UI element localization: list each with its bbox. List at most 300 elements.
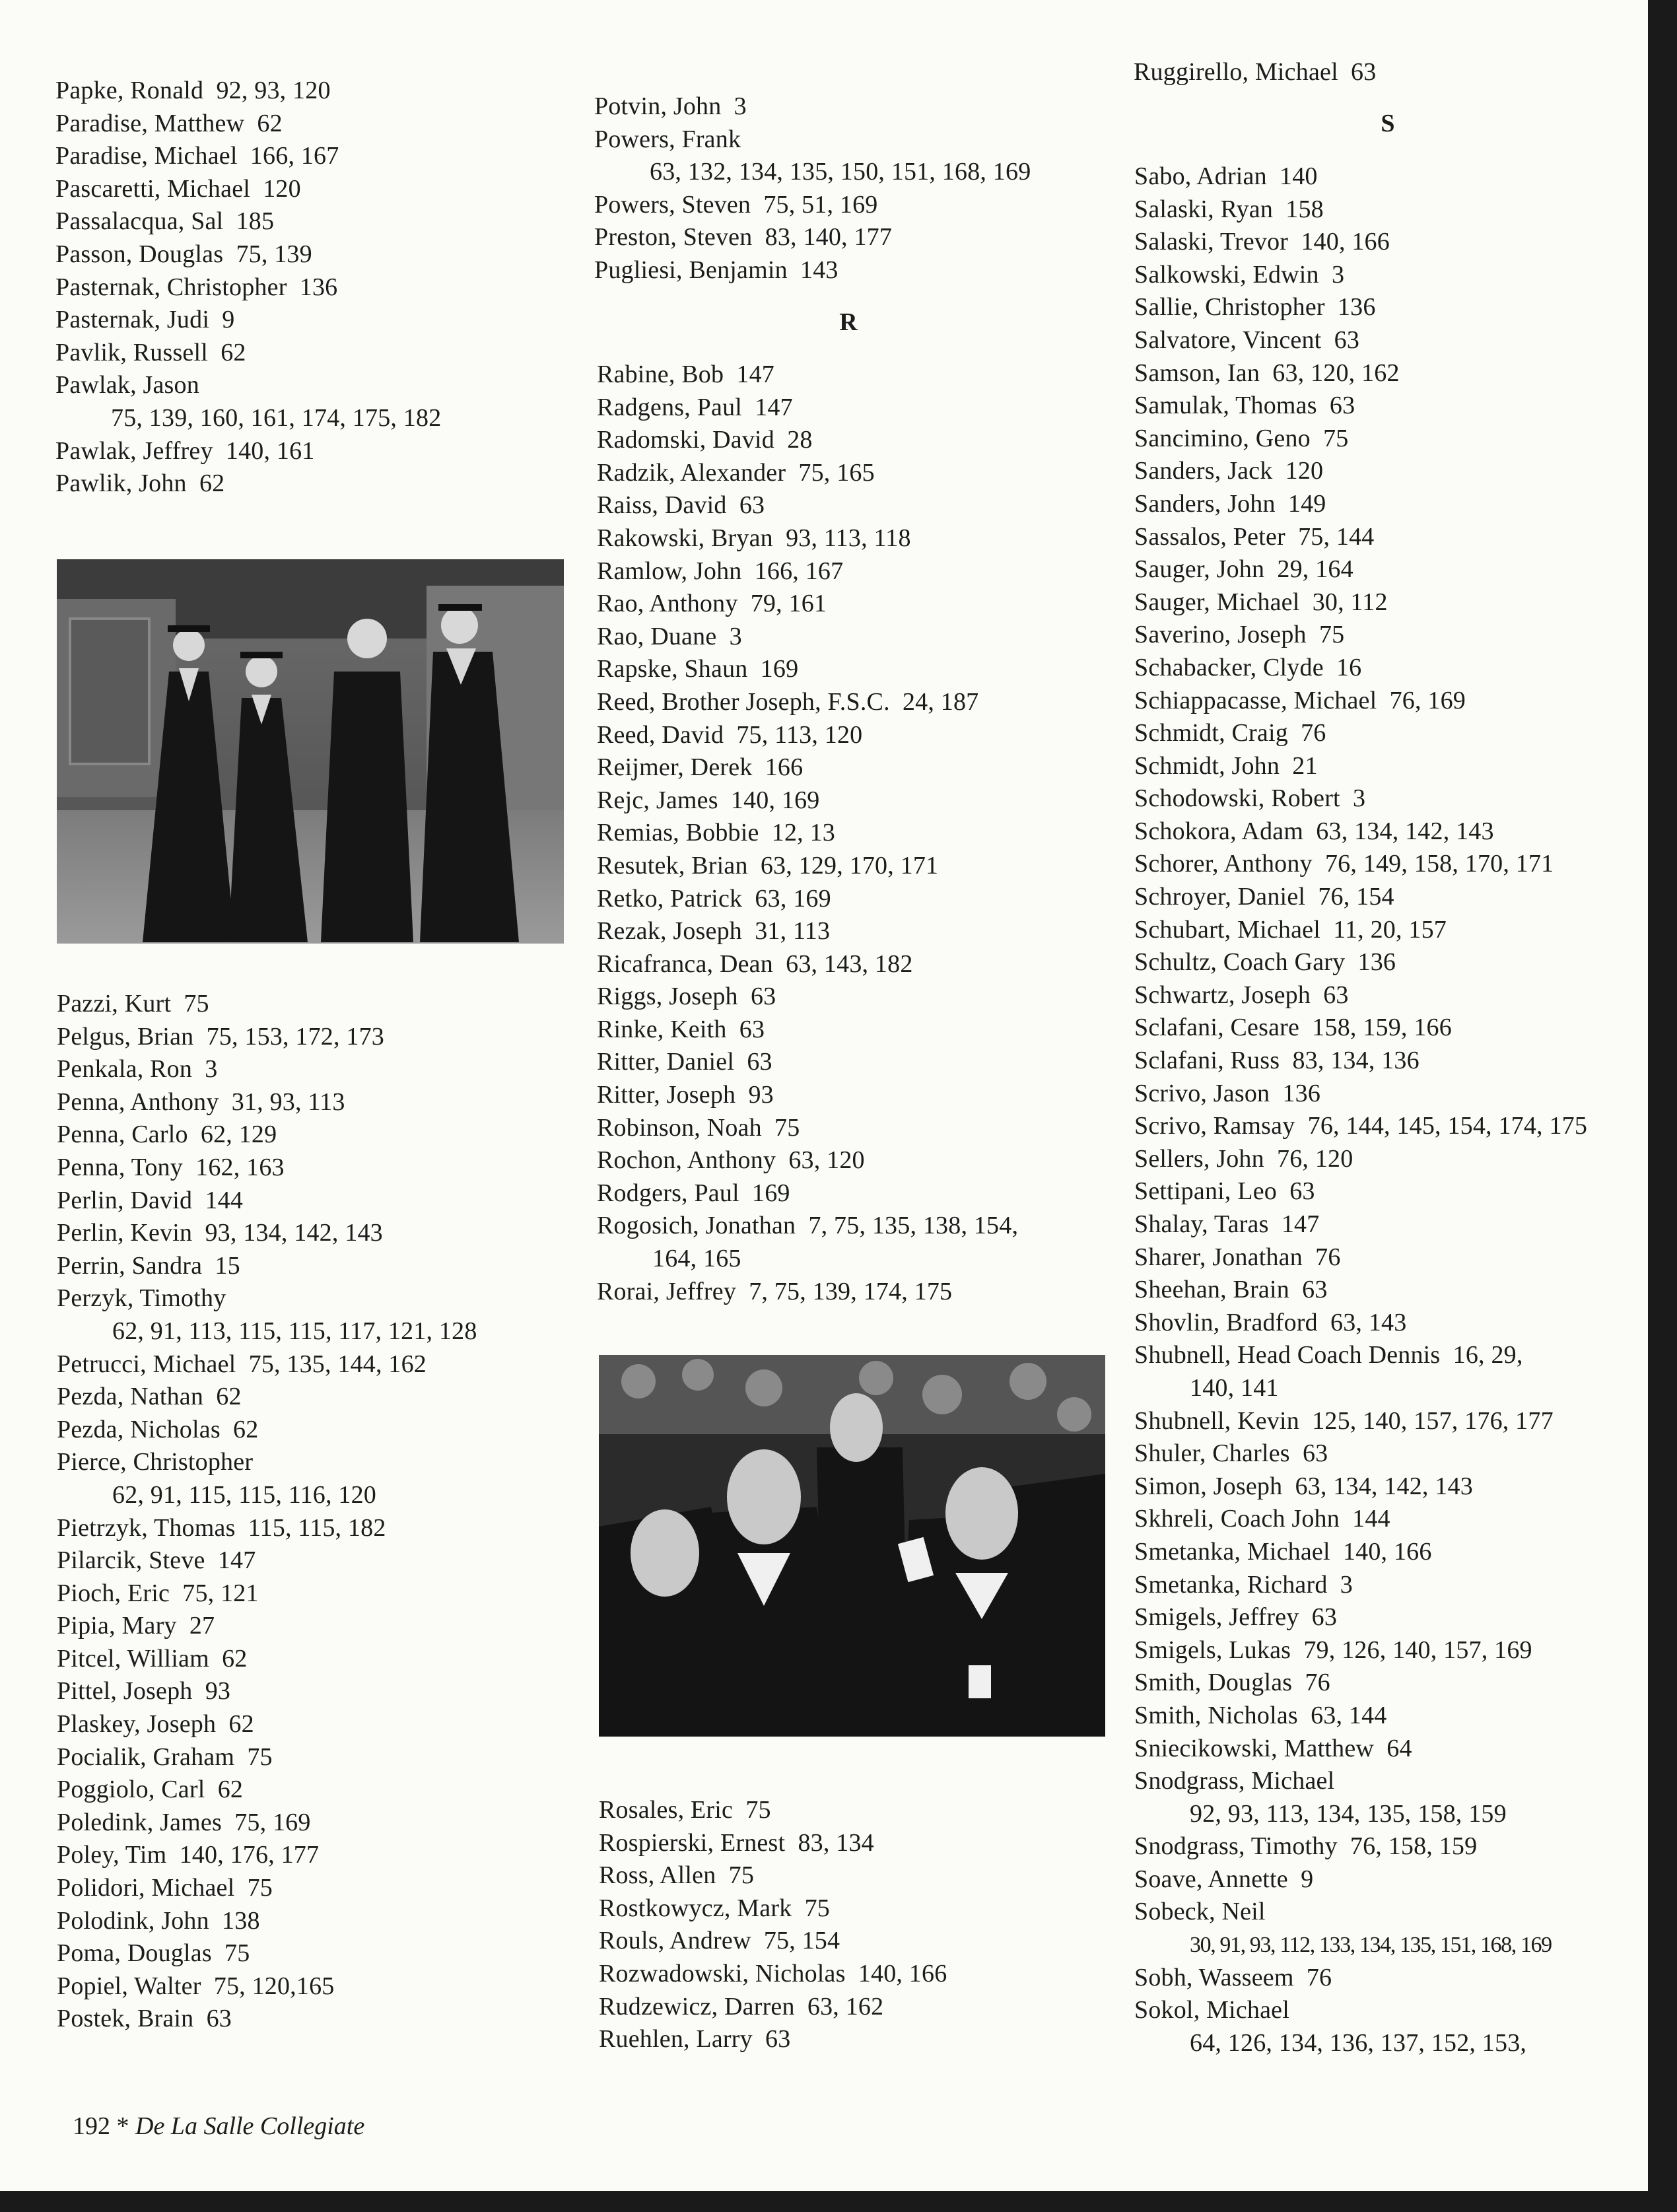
- index-entry: [57, 1872, 477, 1905]
- entry-name: Smith, Douglas: [1134, 1669, 1293, 1697]
- entry-name: Preston, Steven: [594, 223, 753, 252]
- index-entry: [57, 1053, 477, 1086]
- entry-name: Sauger, John: [1134, 555, 1265, 584]
- entry-name: Schmidt, John: [1134, 751, 1280, 780]
- entry-pages: 3: [1331, 260, 1345, 289]
- index-entry: [57, 1544, 477, 1577]
- entry-pages: 147: [1281, 1210, 1320, 1238]
- entry-pages: 185: [236, 207, 275, 236]
- index-entry: [57, 1021, 477, 1054]
- entry-pages: 169: [752, 1179, 790, 1207]
- entry-pages: 166, 167: [754, 557, 844, 585]
- index-column-1-bottom: [57, 988, 477, 2036]
- entry-pages: 9: [1301, 1865, 1314, 1893]
- entry-pages-continued: 64, 126, 134, 136, 137, 152, 153,: [1190, 2028, 1527, 2057]
- entry-pages-continued: 75, 139, 160, 161, 174, 175, 182: [111, 403, 442, 432]
- entry-name: Ramlow, John: [597, 557, 742, 585]
- entry-name: Pitcel, William: [57, 1644, 209, 1673]
- index-entry: [1134, 1339, 1587, 1404]
- entry-name: Sassalos, Peter: [1134, 522, 1285, 551]
- entry-name: Salkowski, Edwin: [1134, 260, 1319, 289]
- entry-pages: 63, 169: [755, 884, 831, 913]
- entry-name: Radgens, Paul: [597, 393, 743, 421]
- index-entry: [1134, 881, 1587, 914]
- entry-name: Pezda, Nathan: [57, 1383, 204, 1411]
- entry-pages: 138: [222, 1906, 260, 1935]
- entry-pages: 147: [736, 361, 774, 388]
- entry-pages: 140, 169: [730, 786, 820, 814]
- entry-name: Rospierski, Ernest: [599, 1828, 786, 1857]
- index-entry: [597, 621, 1018, 654]
- index-column-2-top: [594, 90, 1031, 287]
- entry-pages: 115, 115, 182: [248, 1513, 386, 1542]
- entry-pages: 63, 120: [788, 1146, 865, 1175]
- entry-name: Schultz, Coach Gary: [1134, 948, 1346, 977]
- entry-name: Snodgrass, Timothy: [1134, 1832, 1338, 1861]
- index-entry: [594, 254, 1031, 287]
- entry-pages: 63: [765, 2025, 791, 2054]
- entry-pages: 79, 161: [750, 590, 827, 618]
- entry-name: Retko, Patrick: [597, 884, 743, 913]
- entry-name: Radomski, David: [597, 426, 774, 454]
- entry-name: Reed, David: [597, 720, 724, 749]
- index-entry: [57, 1937, 477, 1970]
- index-entry: [599, 2023, 947, 2056]
- index-entry: [1134, 1078, 1587, 1111]
- entry-name: Samulak, Thomas: [1134, 392, 1317, 420]
- entry-name: Robinson, Noah: [597, 1113, 762, 1142]
- entry-name: Sallie, Christopher: [1134, 293, 1325, 322]
- entry-pages: 63: [1302, 1276, 1328, 1304]
- index-entry: [597, 588, 1018, 621]
- entry-name: Resutek, Brian: [597, 851, 748, 880]
- entry-pages: 12, 13: [771, 819, 835, 847]
- index-entry: [1134, 1175, 1587, 1208]
- index-entry: [597, 883, 1018, 916]
- entry-name: Sclafani, Russ: [1134, 1047, 1280, 1075]
- index-entry: [594, 221, 1031, 254]
- entry-name: Rao, Anthony: [597, 590, 738, 618]
- index-entry: [599, 1925, 947, 1958]
- index-entry: [1134, 1110, 1587, 1143]
- index-entry: [597, 1210, 1018, 1275]
- index-entry: [1134, 1830, 1587, 1863]
- entry-pages: 169: [760, 655, 799, 683]
- index-entry: [57, 988, 477, 1021]
- index-entry: [1134, 553, 1587, 586]
- entry-pages: 162, 163: [195, 1153, 285, 1181]
- entry-name: Rosales, Eric: [599, 1796, 734, 1824]
- index-entry: [1134, 324, 1587, 357]
- entry-pages: 76, 158, 159: [1350, 1832, 1478, 1861]
- entry-pages: 63, 129, 170, 171: [760, 851, 939, 880]
- entry-pages: 93, 113, 118: [786, 524, 911, 552]
- entry-pages: 120: [263, 174, 301, 203]
- index-entry: [1134, 357, 1587, 390]
- entry-pages: 63: [739, 491, 765, 520]
- entry-pages: 3: [734, 92, 747, 120]
- index-column-2-mid: [597, 359, 1018, 1308]
- index-entry: [1134, 160, 1587, 193]
- entry-name: Paradise, Michael: [55, 142, 238, 170]
- entry-name: Sellers, John: [1134, 1144, 1264, 1173]
- index-entry: [597, 981, 1018, 1014]
- entry-name: Sancimino, Geno: [1134, 424, 1311, 452]
- index-column-2-bottom: [599, 1794, 947, 2056]
- entry-pages: 63, 143, 182: [786, 950, 913, 978]
- entry-name: Sclafani, Cesare: [1134, 1014, 1300, 1042]
- index-entry: [599, 1958, 947, 1991]
- entry-pages: 63, 134, 142, 143: [1295, 1472, 1473, 1500]
- entry-name: Pocialik, Graham: [57, 1743, 235, 1771]
- index-entry: [57, 1381, 477, 1414]
- entry-pages: 76: [1306, 1963, 1332, 1991]
- entry-name: Shalay, Taras: [1134, 1210, 1269, 1238]
- entry-name: Schorer, Anthony: [1134, 850, 1313, 878]
- entry-name: Rinke, Keith: [597, 1015, 727, 1043]
- index-entry: [597, 1079, 1018, 1112]
- entry-name: Schodowski, Robert: [1134, 784, 1340, 813]
- entry-pages: 63: [747, 1048, 772, 1076]
- entry-pages: 64: [1386, 1734, 1412, 1762]
- entry-name: Sobeck, Neil: [1134, 1898, 1266, 1926]
- entry-name: Smetanka, Michael: [1134, 1537, 1330, 1566]
- index-entry: [1134, 914, 1587, 947]
- footer-separator: *: [116, 2112, 129, 2140]
- index-entry: [594, 189, 1031, 222]
- entry-name: Pietrzyk, Thomas: [57, 1513, 236, 1542]
- entry-name: Rouls, Andrew: [599, 1927, 751, 1955]
- index-entry: [599, 1991, 947, 2024]
- entry-name: Pavlik, Russell: [55, 338, 209, 366]
- index-entry: [1134, 1307, 1587, 1340]
- entry-pages: 75, 169: [234, 1808, 311, 1836]
- entry-name: Poggiolo, Carl: [57, 1776, 205, 1804]
- entry-name: Pelgus, Brian: [57, 1022, 194, 1051]
- entry-pages: 75: [247, 1743, 273, 1771]
- entry-pages: 16: [1336, 653, 1362, 681]
- index-entry: [57, 1348, 477, 1381]
- entry-name: Postek, Brain: [57, 2005, 194, 2033]
- entry-name: Sheehan, Brain: [1134, 1276, 1289, 1304]
- index-entry: [57, 1839, 477, 1872]
- entry-name: Rao, Duane: [597, 622, 717, 650]
- entry-pages: 75: [728, 1861, 755, 1890]
- entry-name: Reijmer, Derek: [597, 753, 753, 782]
- index-entry: [597, 751, 1018, 784]
- index-entry: [1134, 521, 1587, 554]
- entry-pages: 83, 134: [798, 1828, 874, 1857]
- index-entry: [597, 784, 1018, 817]
- entry-name: Scrivo, Ramsay: [1134, 1112, 1295, 1140]
- entry-pages: 92, 93, 120: [216, 77, 331, 104]
- index-entry: [57, 1905, 477, 1938]
- entry-name: Scrivo, Jason: [1134, 1079, 1270, 1107]
- entry-name: Rodgers, Paul: [597, 1179, 739, 1207]
- entry-pages: 76, 120: [1277, 1144, 1353, 1173]
- entry-pages: 62, 129: [200, 1121, 277, 1149]
- index-entry: [1134, 750, 1587, 783]
- index-entry: [1134, 1569, 1587, 1602]
- entry-name: Rabine, Bob: [597, 361, 724, 388]
- entry-pages: 62: [217, 1776, 244, 1804]
- entry-name: Soave, Annette: [1134, 1865, 1288, 1893]
- entry-name: Schiappacasse, Michael: [1134, 686, 1377, 714]
- index-entry: [57, 1086, 477, 1119]
- entry-pages: 76, 169: [1389, 686, 1466, 714]
- index-entry: [55, 467, 441, 501]
- entry-name: Shubnell, Head Coach Dennis: [1134, 1341, 1441, 1369]
- entry-name: Saverino, Joseph: [1134, 621, 1307, 649]
- entry-pages: 75, 139: [236, 240, 312, 268]
- index-column-3-main: [1134, 160, 1587, 2059]
- entry-name: Pawlak, Jason: [55, 371, 199, 399]
- index-entry: [1134, 259, 1587, 292]
- index-entry: [57, 1152, 477, 1185]
- entry-pages: 158, 159, 166: [1312, 1014, 1452, 1042]
- entry-pages: 93, 134, 142, 143: [205, 1219, 383, 1247]
- entry-pages: 75, 121: [182, 1579, 259, 1607]
- entry-pages: 75, 113, 120: [736, 720, 863, 749]
- entry-pages: 62: [216, 1383, 242, 1411]
- entry-name: Sokol, Michael: [1134, 1996, 1289, 2024]
- entry-name: Poledink, James: [57, 1808, 222, 1836]
- entry-pages: 144: [205, 1186, 244, 1214]
- index-entry: [1134, 226, 1587, 259]
- entry-pages: 136: [1282, 1079, 1321, 1107]
- index-entry: [1134, 1241, 1587, 1274]
- entry-name: Rudzewicz, Darren: [599, 1992, 795, 2021]
- entry-name: Ruehlen, Larry: [599, 2025, 753, 2054]
- entry-pages: 63: [1334, 326, 1360, 354]
- index-column-1-top: [55, 75, 441, 501]
- entry-pages: 75, 135, 144, 162: [248, 1350, 427, 1378]
- entry-pages: 62: [233, 1415, 259, 1443]
- entry-pages: 62: [257, 109, 283, 137]
- index-entry: [594, 90, 1031, 123]
- index-entry: [1134, 619, 1587, 652]
- entry-name: Pilarcik, Steve: [57, 1546, 205, 1575]
- index-entry: [57, 1610, 477, 1643]
- entry-pages-continued: 62, 91, 113, 115, 115, 117, 121, 128: [112, 1317, 477, 1345]
- index-entry: [57, 1217, 477, 1250]
- index-entry: [57, 1577, 477, 1610]
- index-entry: [1134, 1994, 1587, 2059]
- index-entry: [1134, 1667, 1587, 1700]
- index-entry: [597, 489, 1018, 522]
- index-entry: [1134, 1700, 1587, 1733]
- entry-pages: 75: [224, 1939, 250, 1968]
- entry-pages: 158: [1285, 195, 1324, 223]
- entry-name: Schmidt, Craig: [1134, 719, 1288, 747]
- entry-pages: 3: [729, 622, 742, 650]
- index-entry: [57, 1970, 477, 2003]
- entry-name: Petrucci, Michael: [57, 1350, 236, 1378]
- entry-pages: 3: [205, 1055, 218, 1084]
- entry-pages: 63, 120, 162: [1272, 359, 1400, 387]
- index-entry: [1134, 586, 1587, 619]
- index-entry: [597, 392, 1018, 425]
- entry-pages: 30, 112: [1312, 588, 1388, 616]
- entry-name: Radzik, Alexander: [597, 458, 786, 487]
- index-entry: [57, 1675, 477, 1708]
- entry-pages: 83, 134, 136: [1292, 1047, 1420, 1075]
- index-entry: [597, 1046, 1018, 1079]
- entry-name: Pawlik, John: [55, 469, 187, 498]
- index-entry: [599, 1827, 947, 1860]
- entry-pages: 15: [215, 1251, 240, 1280]
- entry-name: Remias, Bobbie: [597, 819, 759, 847]
- entry-name: Snodgrass, Michael: [1134, 1767, 1335, 1795]
- publication-title: De La Salle Collegiate: [135, 2112, 365, 2140]
- entry-pages: 16, 29,: [1453, 1341, 1523, 1369]
- entry-pages-continued: 164, 165: [652, 1245, 741, 1273]
- index-entry: [599, 1794, 947, 1827]
- index-entry: [1134, 1601, 1587, 1634]
- entry-name: Rostkowycz, Mark: [599, 1894, 792, 1922]
- entry-pages: 136: [1337, 293, 1376, 322]
- index-entry: [1134, 946, 1587, 979]
- entry-pages: 62: [221, 338, 246, 366]
- entry-name: Potvin, John: [594, 92, 722, 120]
- entry-pages: 143: [800, 256, 838, 284]
- entry-name: Penna, Carlo: [57, 1121, 188, 1149]
- entry-name: Sanders, John: [1134, 489, 1276, 518]
- entry-name: Schabacker, Clyde: [1134, 653, 1324, 681]
- entry-name: Skhreli, Coach John: [1134, 1505, 1340, 1533]
- index-entry: [55, 271, 441, 304]
- entry-pages: 63, 134, 142, 143: [1316, 817, 1494, 845]
- index-entry: [597, 850, 1018, 883]
- entry-name: Perlin, Kevin: [57, 1219, 193, 1247]
- entry-name: Powers, Steven: [594, 190, 751, 219]
- entry-pages: 75: [804, 1894, 830, 1922]
- index-entry: [1134, 717, 1587, 750]
- entry-pages: 7, 75, 139, 174, 175: [749, 1277, 953, 1305]
- entry-name: Passalacqua, Sal: [55, 207, 224, 236]
- entry-name: Sharer, Jonathan: [1134, 1243, 1303, 1271]
- index-entry: [1134, 1405, 1587, 1438]
- entry-pages: 76, 149, 158, 170, 171: [1324, 850, 1554, 878]
- entry-name: Rezak, Joseph: [597, 917, 742, 946]
- entry-pages: 76: [1305, 1669, 1330, 1697]
- index-entry: [55, 435, 441, 468]
- index-entry: [1134, 1765, 1587, 1830]
- entry-name: Rakowski, Bryan: [597, 524, 773, 552]
- entry-name: Rorai, Jeffrey: [597, 1277, 737, 1305]
- index-entry: [1134, 815, 1587, 848]
- index-entry: [1134, 848, 1587, 881]
- entry-name: Paradise, Matthew: [55, 109, 245, 137]
- entry-pages-continued: 30, 91, 93, 112, 133, 134, 135, 151, 168, 169: [1190, 1933, 1552, 1958]
- index-entry: [1134, 979, 1587, 1012]
- index-entry: [55, 75, 441, 108]
- entry-name: Ritter, Joseph: [597, 1081, 736, 1109]
- entry-pages: 75, 165: [798, 458, 875, 487]
- index-entry: [597, 1144, 1018, 1177]
- index-entry: [1134, 423, 1587, 456]
- index-entry: [597, 817, 1018, 850]
- index-entry: [597, 522, 1018, 555]
- index-entry: [597, 915, 1018, 948]
- index-entry: [57, 1708, 477, 1741]
- entry-pages: 75: [774, 1113, 800, 1142]
- index-entry: [57, 1282, 477, 1348]
- index-entry: [1134, 1863, 1587, 1896]
- entry-name: Poma, Douglas: [57, 1939, 212, 1968]
- index-entry: [57, 1250, 477, 1283]
- entry-pages: 75, 154: [763, 1927, 840, 1955]
- entry-name: Poley, Tim: [57, 1841, 167, 1869]
- index-entry: [1134, 455, 1587, 488]
- index-entry: [55, 337, 441, 370]
- index-entry: [597, 359, 1018, 392]
- entry-name: Popiel, Walter: [57, 1972, 201, 2000]
- entry-pages: 75: [1323, 424, 1349, 452]
- index-column-3-top: [1134, 56, 1376, 89]
- index-entry: [57, 1741, 477, 1774]
- entry-name: Ross, Allen: [599, 1861, 716, 1890]
- index-entry: [597, 555, 1018, 588]
- graduates-photo-image: [57, 559, 564, 944]
- entry-name: Pierce, Christopher: [57, 1448, 254, 1476]
- entry-name: Pawlak, Jeffrey: [55, 436, 213, 465]
- index-entry: [55, 205, 441, 238]
- entry-name: Samson, Ian: [1134, 359, 1260, 387]
- index-entry: [597, 686, 1018, 719]
- index-entry: [597, 1177, 1018, 1210]
- page-number: 192: [73, 2112, 110, 2140]
- index-entry: [1134, 1208, 1587, 1241]
- entry-pages: 24, 187: [902, 687, 979, 716]
- entry-name: Salaski, Trevor: [1134, 228, 1289, 256]
- index-entry: [55, 140, 441, 173]
- entry-pages: 63: [206, 2005, 232, 2033]
- entry-name: Ritter, Daniel: [597, 1048, 735, 1076]
- entry-name: Pascaretti, Michael: [55, 174, 251, 203]
- entry-pages-continued: 92, 93, 113, 134, 135, 158, 159: [1190, 1799, 1507, 1828]
- page-footer: [73, 2112, 364, 2141]
- entry-name: Salaski, Ryan: [1134, 195, 1274, 223]
- entry-pages: 75, 51, 169: [763, 190, 878, 219]
- entry-pages: 63, 143: [1330, 1308, 1407, 1336]
- letter-heading-s: S: [1381, 110, 1395, 137]
- index-entry: [1134, 1962, 1587, 1995]
- index-entry: [1134, 390, 1587, 423]
- entry-pages: 149: [1287, 489, 1326, 518]
- entry-pages: 28: [787, 426, 813, 454]
- entry-pages: 76, 154: [1318, 883, 1394, 911]
- index-entry: [1134, 488, 1587, 521]
- entry-name: Reed, Brother Joseph, F.S.C.: [597, 687, 890, 716]
- index-entry: [599, 1859, 947, 1892]
- entry-pages: 62: [199, 469, 225, 498]
- entry-name: Penkala, Ron: [57, 1055, 193, 1084]
- entry-name: Simon, Joseph: [1134, 1472, 1283, 1500]
- entry-name: Shovlin, Bradford: [1134, 1308, 1318, 1336]
- entry-name: Pioch, Eric: [57, 1579, 170, 1607]
- index-entry: [57, 1446, 477, 1511]
- entry-pages: 63: [1323, 981, 1349, 1009]
- entry-pages: 31, 113: [755, 917, 831, 946]
- index-entry: [1134, 1437, 1587, 1470]
- entry-name: Smigels, Lukas: [1134, 1636, 1291, 1664]
- entry-pages: 140, 166: [858, 1959, 947, 1987]
- entry-name: Perlin, David: [57, 1186, 193, 1214]
- entry-pages: 3: [1340, 1570, 1353, 1599]
- entry-name: Smigels, Jeffrey: [1134, 1603, 1299, 1632]
- entry-pages: 63, 144: [1311, 1701, 1387, 1729]
